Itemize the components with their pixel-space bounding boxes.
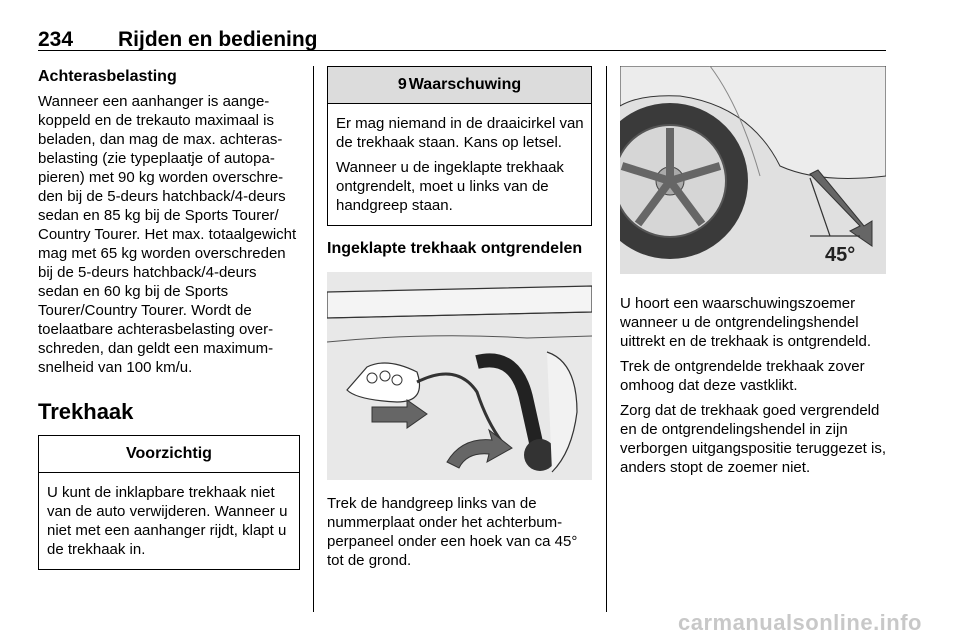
release-caption: Trek de handgreep links van de nummerplaat onder het achterbumperpaneel onder een hoek van ca 45° tot de grond. [327,495,578,569]
caution-text: U kunt de inklapbare trekhaak niet van de auto verwijderen. Wanneer u niet met een aanhanger rijdt, klapt u de trekhaak in. [47,484,288,558]
warning-box [327,66,592,226]
warning-header [328,67,591,104]
right-text-1: U hoort een waarschuwingszoemer wanneer u de ontgrendelingshendel uittrekt en de trekhaak is ontgrendeld. [620,295,871,350]
subheading-unlock: Ingeklapte trekhaak ontgrendelen [327,240,583,257]
caution-title: Voorzichtig [39,436,299,473]
warning-title: Waarschuwing [408,76,522,93]
section-title-tow-bar: Trekhaak [38,399,134,424]
warning-text-1: Er mag niemand in de draaicirkel van de trekhaak staan. Kans op letsel. [336,115,584,151]
rear-axle-text: Wanneer een aanhanger is aangekoppeld en de trekauto maximaal is beladen, dan mag de max. achterasbelasting (zie typeplaatje of autopapieren) met 90 kg worden overschreden bij de 5-deurs hatchback/4-deurs sedan en 85 kg bij de Sports Tourer/ Country Tourer. Het max. totaalgewicht mag met 65 kg worden overschreden bij de 5-deurs hatchback/4-deurs sedan en 60 kg bij de Sports Tourer/Country Tourer. Wordt de toelaatbare achterasbelasting overschreden, dan geldt een maximumsnelheid van 100 km/u. [38,93,297,376]
right-text-3: Zorg dat de trekhaak goed vergrendeld en de ontgrendelingshendel in zijn verborgen uitgangspositie teruggezet is, anders stopt de zoemer niet. [620,402,887,476]
section-heading-rear-axle: Achterasbelasting [38,68,177,85]
column-divider [313,66,314,612]
angle-label: 45° [825,244,856,266]
page-header [38,26,886,51]
caution-box [38,435,300,570]
warning-triangle-icon: 9 [397,76,407,93]
watermark: carmanualsonline.info [678,610,922,635]
column-right [620,66,886,483]
tow-bar-angle-illustration [620,66,886,274]
column-divider [606,66,607,612]
warning-text-2: Wanneer u de ingeklapte trekhaak ontgrendelt, moet u links van de handgreep staan. [336,159,564,214]
chapter-title: Rijden en bediening [118,28,318,51]
tow-bar-release-illustration [327,272,592,480]
column-middle [327,66,592,576]
page-number: 234 [38,28,74,51]
column-left [38,66,300,570]
right-text-2: Trek de ontgrendelde trekhaak zover omhoog dat deze vastklikt. [620,358,865,394]
